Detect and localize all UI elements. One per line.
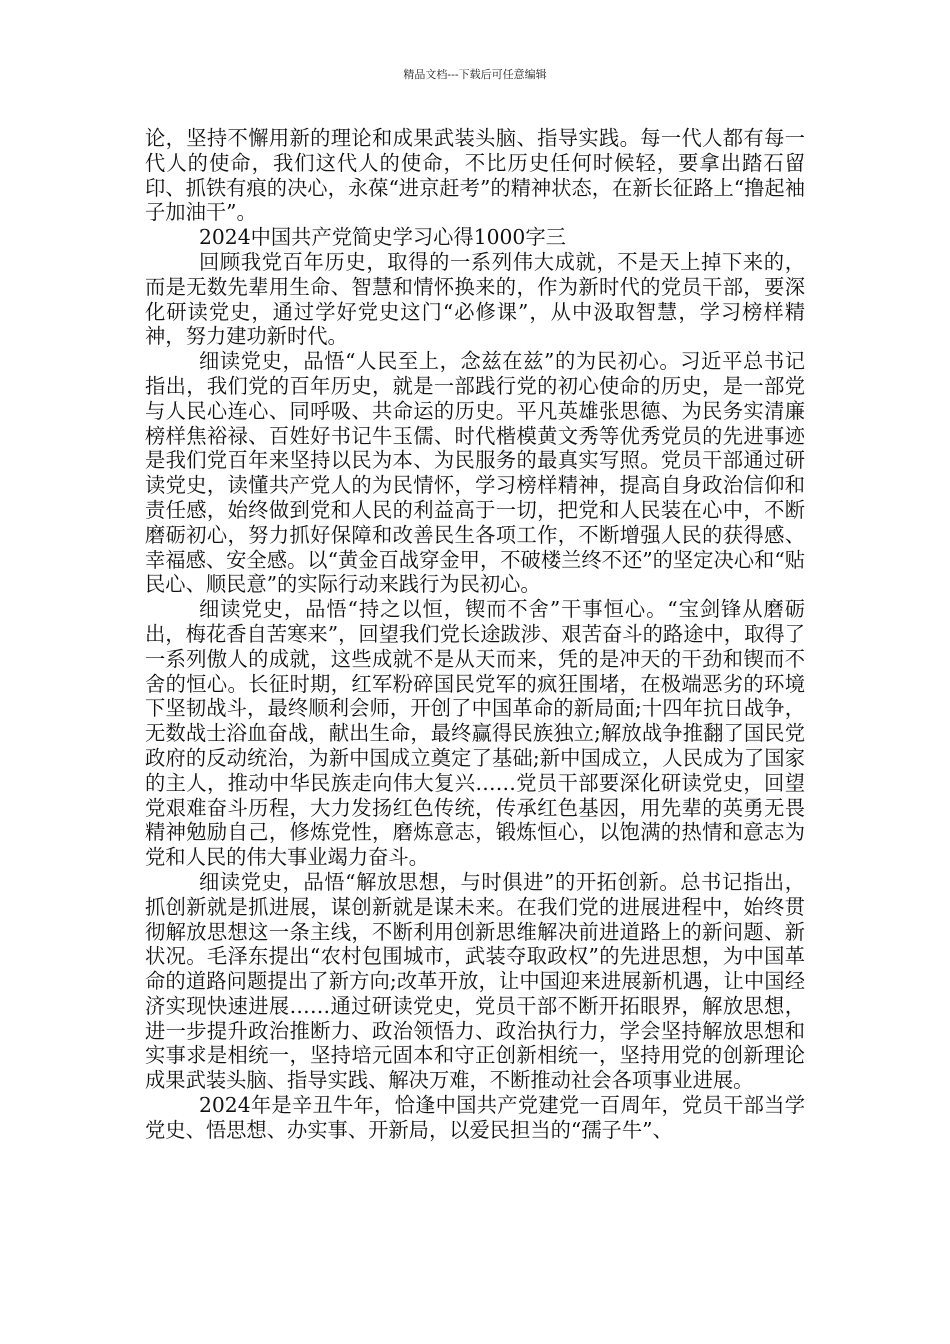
paragraph-perseverance: 细读党史，品悟“持之以恒，锲而不舍”干事恒心。“宝剑锋从磨砺出，梅花香自苦寒来”，回望我们党长途跋涉、艰苦奋斗的路途中，取得了一系列傲人的成就，这些成就不是从天而来，凭的是冲天的干劲和锲而不舍的恒心。长征时期，红军粉碎国民党军的疯狂围堵，在极端恶劣的环境下坚韧战斗，最终顺利会师，开创了中国革命的新局面;十四年抗日战争，无数战士浴血奋战，献出生命，最终赢得民族独立;解放战争推翻了国民党政府的反动统治，为新中国成立奠定了基础;新中国成立，人民成为了国家的主人，推动中华民族走向伟大复兴……党员干部要深化研读党史，回望党艰难奋斗历程，大力发扬红色传统，传承红色基因，用先辈的英勇无畏精神勉励自己，修炼党性，磨炼意志，锻炼恒心，以饱满的热情和意志为党和人民的伟大事业竭力奋斗。 bbox=[145, 597, 805, 870]
paragraph-people-first: 细读党史，品悟“人民至上，念兹在兹”的为民初心。习近平总书记指出，我们党的百年历史，就是一部践行党的初心使命的历史，是一部党与人民心连心、同呼吸、共命运的历史。平凡英雄张思德、为民务实清廉榜样焦裕禄、百姓好书记牛玉儒、时代楷模黄文秀等优秀党员的先进事迹是我们党百年来坚持以民为本、为民服务的最真实写照。党员干部通过研读党史，读懂共产党人的为民情怀，学习榜样精神，提高自身政治信仰和责任感，始终做到党和人民的利益高于一切，把党和人民装在心中，不断磨砺初心，努力抓好保障和改善民生各项工作，不断增强人民的获得感、幸福感、安全感。以“黄金百战穿金甲，不破楼兰终不还”的坚定决心和“贴民心、顺民意”的实际行动来践行为民初心。 bbox=[145, 349, 805, 597]
paragraph-intro: 回顾我党百年历史，取得的一系列伟大成就，不是天上掉下来的，而是无数先辈用生命、智慧和情怀换来的，作为新时代的党员干部，要深化研读党史，通过学好党史这门“必修课”，从中汲取智慧，学习榜样精神，努力建功新时代。 bbox=[145, 249, 805, 349]
paragraph-innovation: 细读党史，品悟“解放思想，与时俱进”的开拓创新。总书记指出，抓创新就是抓进展，谋创新就是谋未来。在我们党的进展进程中，始终贯彻解放思想这一条主线，不断利用创新思维解决前进道路上的新问题、新状况。毛泽东提出“农村包围城市，武装夺取政权”的先进思想，为中国革命的道路问题提出了新方向;改革开放，让中国迎来进展新机遇，让中国经济实现快速进展……通过研读党史，党员干部不断开拓眼界，解放思想，进一步提升政治推断力、政治领悟力、政治执行力，学会坚持解放思想和实事求是相统一，坚持培元固本和守正创新相统一，坚持用党的创新理论成果武装头脑、指导实践、解决万难，不断推动社会各项事业进展。 bbox=[145, 869, 805, 1093]
document-body bbox=[145, 126, 805, 1143]
paragraph-closing: 2024年是辛丑牛年，恰逢中国共产党建党一百周年，党员干部当学党史、悟思想、办实事、开新局，以爱民担当的“孺子牛”、 bbox=[145, 1093, 805, 1142]
section-title: 2024中国共产党简史学习心得1000字三 bbox=[199, 225, 566, 250]
page-header: 精品文档---下载后可任意编辑 bbox=[403, 68, 547, 81]
paragraph-continuation: 论，坚持不懈用新的理论和成果武装头脑、指导实践。每一代人都有每一代人的使命，我们这代人的使命，不比历史任何时候轻，要拿出踏石留印、抓铁有痕的决心，永葆“进京赶考”的精神状态，在新长征路上“撸起袖子加油干”。 bbox=[145, 126, 805, 225]
